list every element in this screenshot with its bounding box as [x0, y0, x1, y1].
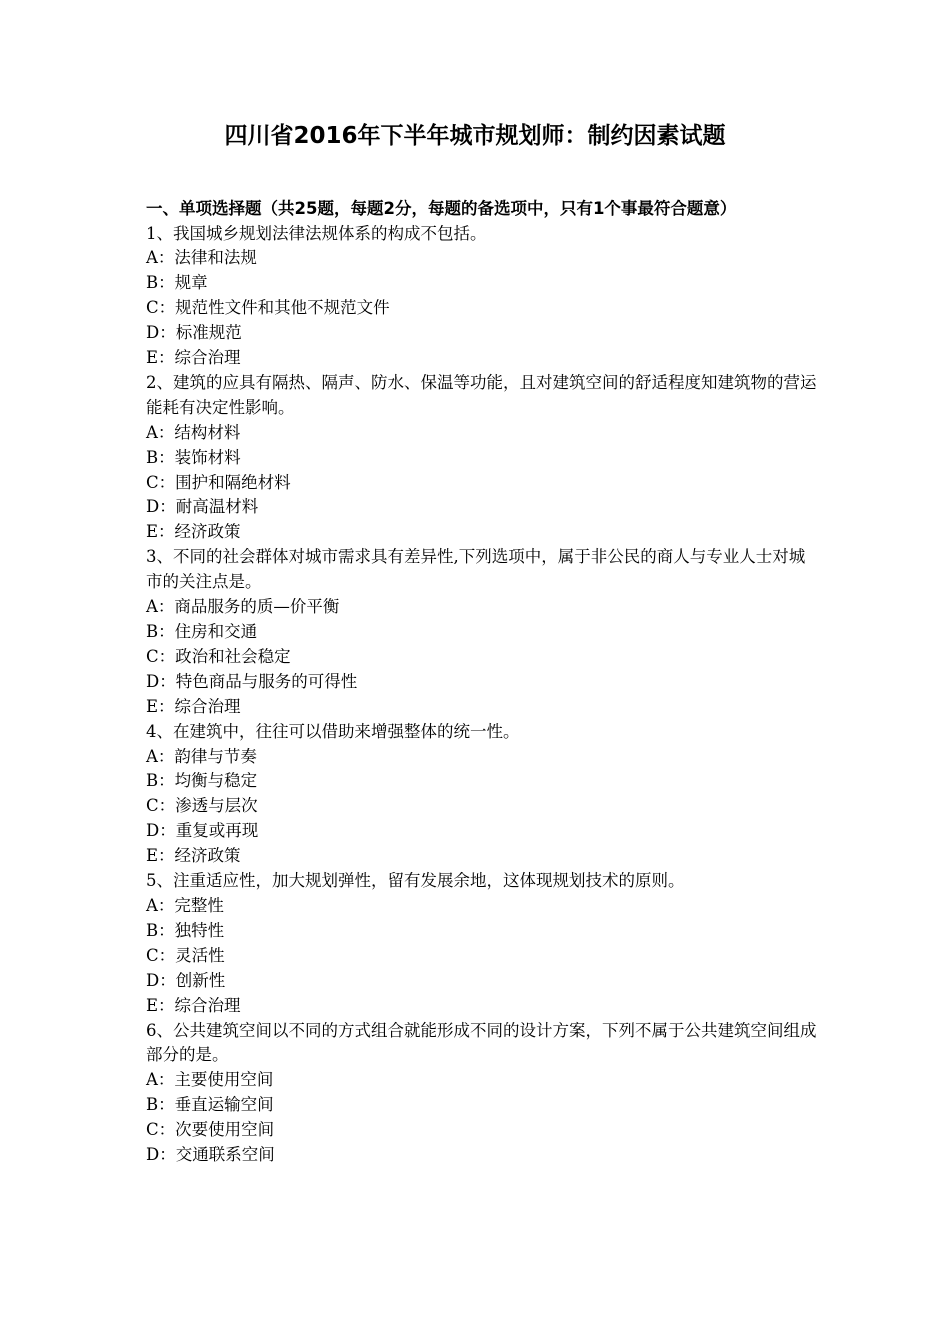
option-b: B：垂直运输空间 — [146, 1095, 274, 1115]
option-d: D：交通联系空间 — [146, 1145, 275, 1165]
question-stem: 4、在建筑中，往往可以借助来增强整体的统一性。 — [146, 721, 520, 741]
option-e: E：综合治理 — [146, 995, 241, 1015]
question-stem: 1、我国城乡规划法律法规体系的构成不包括。 — [146, 223, 487, 243]
option-b: B：独特性 — [146, 920, 225, 940]
question-stem: 6、公共建筑空间以不同的方式组合就能形成不同的设计方案，下列不属于公共建筑空间组成部分的是。 — [146, 1020, 817, 1065]
question-1 — [146, 222, 818, 371]
option-e: E：综合治理 — [146, 348, 241, 368]
option-a: A：完整性 — [146, 895, 224, 915]
option-c: C：渗透与层次 — [146, 796, 258, 816]
question-2 — [146, 371, 818, 545]
option-e: E：经济政策 — [146, 522, 241, 542]
option-c: C：次要使用空间 — [146, 1120, 275, 1140]
option-d: D：耐高温材料 — [146, 497, 259, 517]
question-6 — [146, 1019, 818, 1168]
option-a: A：商品服务的质—价平衡 — [146, 597, 340, 617]
option-d: D：创新性 — [146, 970, 226, 990]
option-d: D：重复或再现 — [146, 821, 259, 841]
option-a: A：韵律与节奏 — [146, 746, 257, 766]
question-5 — [146, 869, 818, 1018]
option-b: B：均衡与稳定 — [146, 771, 258, 791]
question-stem: 5、注重适应性，加大规划弹性，留有发展余地，这体现规划技术的原则。 — [146, 871, 685, 891]
section-heading: 一、单项选择题（共25题，每题2分，每题的备选项中，只有1个事最符合题意） — [146, 199, 737, 218]
option-b: B：住房和交通 — [146, 622, 258, 641]
document-title: 四川省2016年下半年城市规划师：制约因素试题 — [224, 123, 726, 149]
question-4 — [146, 720, 818, 869]
option-c: C：政治和社会稳定 — [146, 646, 291, 666]
option-d: D：特色商品与服务的可得性 — [146, 671, 358, 691]
option-b: B：规章 — [146, 273, 208, 293]
option-b: B：装饰材料 — [146, 447, 241, 467]
option-e: E：综合治理 — [146, 696, 241, 716]
option-a: A：主要使用空间 — [146, 1070, 274, 1090]
question-3 — [146, 545, 818, 719]
option-c: C：规范性文件和其他不规范文件 — [146, 298, 390, 318]
document-content — [146, 197, 818, 1168]
option-d: D：标准规范 — [146, 323, 242, 343]
option-a: A：法律和法规 — [146, 248, 257, 268]
option-c: C：灵活性 — [146, 945, 225, 965]
question-stem: 3、不同的社会群体对城市需求具有差异性,下列选项中，属于非公民的商人与专业人士对城市的关注点是。 — [146, 547, 806, 592]
option-e: E：经济政策 — [146, 846, 241, 866]
option-a: A：结构材料 — [146, 422, 241, 442]
question-stem: 2、建筑的应具有隔热、隔声、防水、保温等功能，且对建筑空间的舒适程度知建筑物的营运能耗有决定性影响。 — [146, 372, 817, 417]
option-c: C：围护和隔绝材料 — [146, 472, 291, 492]
